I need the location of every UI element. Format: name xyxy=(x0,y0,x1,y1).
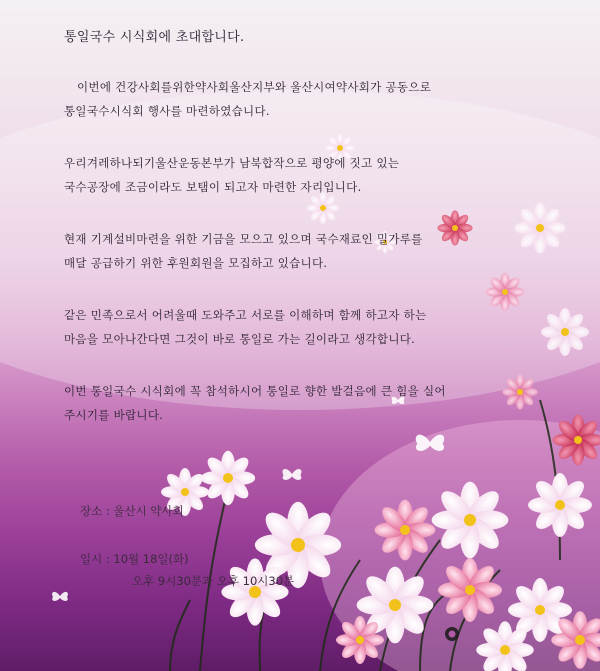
paragraph-line: 우리겨레하나되기울산운동본부가 남북합작으로 평양에 짓고 있는 xyxy=(64,156,400,170)
paragraph-3 xyxy=(64,227,564,275)
paragraph-line: 이번에 건강사회를위한약사회울산지부와 울산시여약사회가 공동으로 xyxy=(77,80,432,94)
paragraph-line: 마음을 모아나간다면 그것이 바로 통일로 가는 길이라고 생각합니다. xyxy=(64,332,416,346)
invitation-title: 통일국수 시식회에 초대합니다. xyxy=(64,30,245,45)
event-place: 장소 : 울산시 약사회 xyxy=(80,504,184,518)
paragraph-2 xyxy=(64,151,564,199)
paragraph-4 xyxy=(64,303,564,351)
paragraph-line: 통일국수시식회 행사를 마련하였습니다. xyxy=(64,104,270,118)
paragraph-5 xyxy=(64,379,564,427)
paragraph-line: 현재 기계설비마련을 위한 기금을 모으고 있으며 국수재료인 밀가루를 xyxy=(64,232,423,246)
event-details xyxy=(80,500,294,592)
paragraph-line: 국수공장에 조금이라도 보탬이 되고자 마련한 자리입니다. xyxy=(64,180,362,194)
event-time: 오후 9시30분과 오후 10시30분 xyxy=(132,574,295,588)
paragraph-line: 같은 민족으로서 어려울때 도와주고 서로를 이해하며 함께 하고자 하는 xyxy=(64,308,427,322)
event-date: 일시 : 10월 18일(화) xyxy=(80,552,189,566)
paragraph-line: 매달 공급하기 위한 후원회원을 모집하고 있습니다. xyxy=(64,256,328,270)
paragraph-line: 이번 통일국수 시식회에 꼭 참석하시어 통일로 향한 발걸음에 큰 힘을 실어 xyxy=(64,384,446,398)
invitation-letter xyxy=(64,26,564,455)
paragraph-1 xyxy=(64,75,564,123)
paragraph-line: 주시기를 바랍니다. xyxy=(64,408,164,422)
